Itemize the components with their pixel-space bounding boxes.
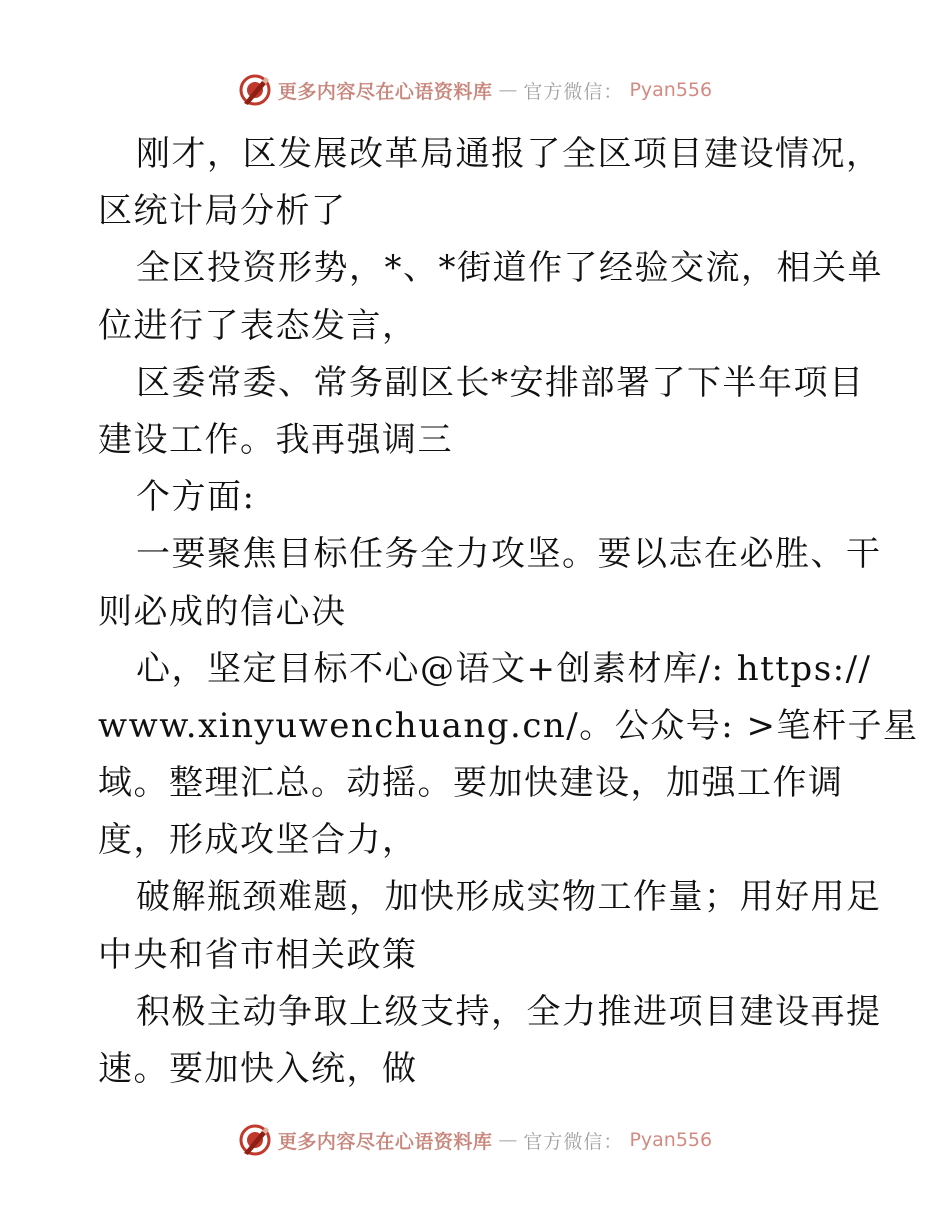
banner-wechat-id: Pyan556	[629, 1129, 713, 1151]
header-banner	[0, 70, 950, 110]
text-line: 区委常委、常务副区长*安排部署了下半年项目	[136, 362, 865, 403]
banner-dash: —	[498, 79, 518, 101]
text-line: 域。整理汇总。动摇。要加快建设，加强工作调	[98, 763, 844, 804]
text-line: www.xinyuwenchuang.cn/。公众号: >笔杆子星	[98, 705, 919, 746]
text-line: 度，形成攻坚合力，	[98, 820, 418, 861]
pen-circle-logo-icon	[238, 73, 272, 107]
text-line: 心，坚定目标不心@语文+创素材库/: https://	[136, 648, 872, 689]
banner-wechat-id: Pyan556	[629, 79, 713, 101]
text-line: 个方面:	[136, 477, 256, 518]
text-line: 一要聚焦目标任务全力攻坚。要以志在必胜、干	[136, 534, 882, 575]
text-line: 积极主动争取上级支持，全力推进项目建设再提	[136, 991, 882, 1032]
text-line: 刚才，区发展改革局通报了全区项目建设情况，	[136, 134, 882, 174]
text-line: 全区投资形势，*、*街道作了经验交流，相关单	[136, 248, 883, 289]
text-line: 建设工作。我再强调三	[98, 419, 453, 460]
pen-circle-logo-icon	[238, 1123, 272, 1157]
text-line: 位进行了表态发言，	[98, 305, 418, 346]
banner-wechat-label: 官方微信：	[523, 1130, 624, 1153]
text-line: 则必成的信心决	[98, 591, 347, 632]
text-line: 速。要加快入统，做	[98, 1049, 418, 1089]
text-line: 破解瓶颈难题，加快形成实物工作量；用好用足	[136, 877, 882, 918]
banner-wechat-label: 官方微信：	[523, 80, 624, 103]
footer-banner	[0, 1120, 950, 1160]
text-line: 区统计局分析了	[98, 191, 347, 232]
banner-dash: —	[498, 1129, 518, 1151]
text-line: 中央和省市相关政策	[98, 934, 418, 975]
document-body	[98, 126, 919, 1098]
banner-title: 更多内容尽在心语资料库	[277, 1130, 493, 1153]
banner-title: 更多内容尽在心语资料库	[277, 80, 493, 103]
